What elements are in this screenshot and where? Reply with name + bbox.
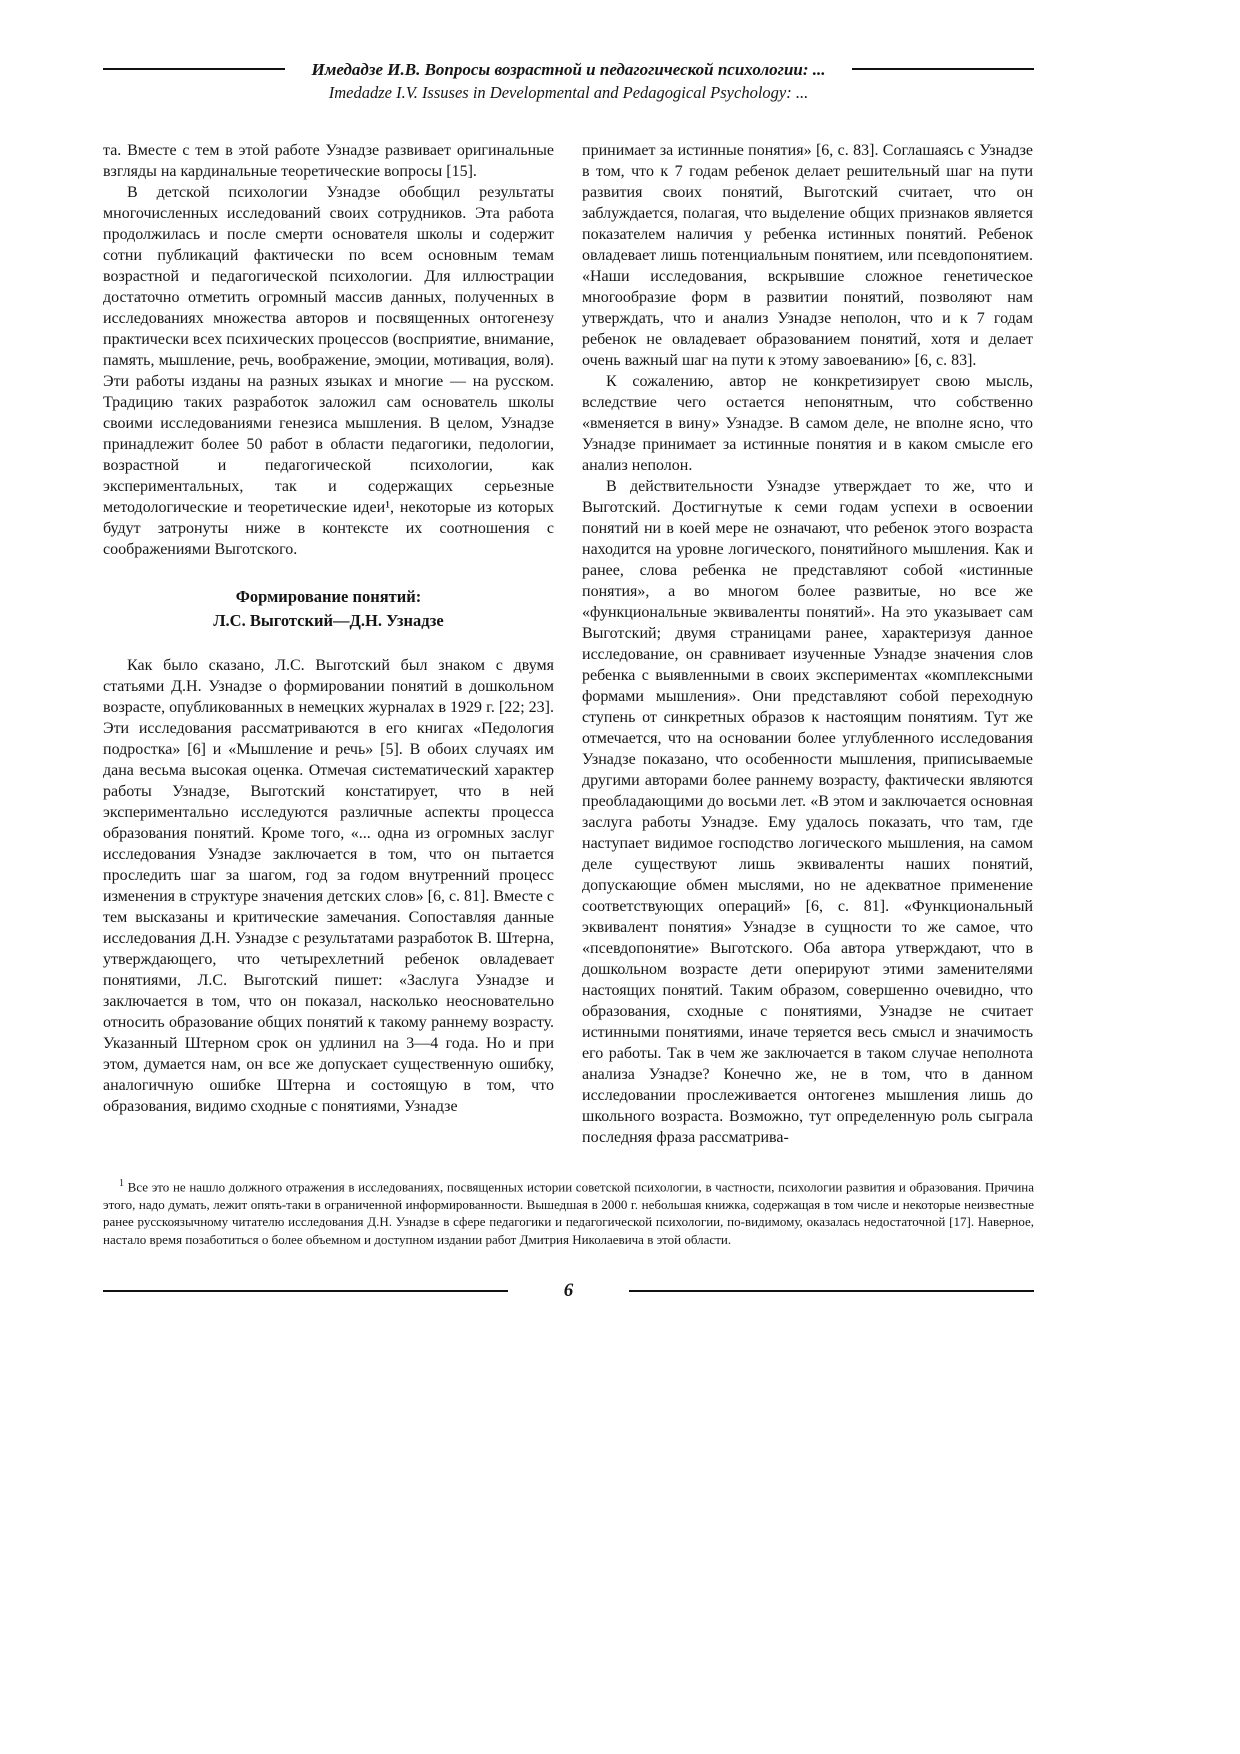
running-titles <box>311 58 825 104</box>
article-body <box>103 140 1034 1148</box>
running-title-english: Imedadze I.V. Issuses in Developmental and Pedagogical Psychology: ... <box>328 83 809 102</box>
footnote <box>103 1175 1034 1248</box>
header-rule-left <box>103 68 285 70</box>
footnote-body <box>103 1175 1034 1248</box>
right-column <box>582 140 1033 1148</box>
page-number: 6 <box>563 1280 574 1302</box>
footnote-marker: 1 <box>119 1178 124 1189</box>
section-heading <box>103 585 554 633</box>
header-rule-right <box>852 68 1034 70</box>
paragraph: К сожалению, автор не конкретизирует свою мысль, вследствие чего остается непонятным, что собственно «вменяется в вину» Узнадзе. В самом деле, не вполне ясно, что Узнадзе принимает за истинные понятия и в каком смысле его анализ неполон. <box>582 373 1033 474</box>
footnote-text: Все это не нашло должного отражения в исследованиях, посвященных истории советской психологии, в частности, психологии развития и образования. Причина этого, надо думать, лежит опять-таки в ограниченной информированности. Вышедшая в 2000 г. небольшая книжка, содержащая в том числе и некоторые неизвестные ранее русскоязычному читателю исследования Д.Н. Узнадзе в сфере педагогики и педагогической психологии, по-видимому, оказалась недостаточной [17]. Наверное, настало время позаботиться о более объемном и доступном издании работ Дмитрия Николаевича в этой области. <box>103 1179 1035 1247</box>
paragraph: В действительности Узнадзе утверждает то же, что и Выготский. Достигнутые к семи годам успехи в освоении понятий ни в коей мере не означают, что ребенок этого возраста находится на уровне логического, понятийного мышления. Как и ранее, слова ребенка не представляют собой «истинные понятия», а во многом более развитые, но все же «функциональные эквиваленты понятий». На это указывает сам Выготский; двумя страницами ранее, характеризуя данное исследование, он сравнивает изученные Узнадзе значения слов ребенка с выявленными в своих экспериментах «комплексными формами мышления». Они представляют собой переходную ступень от синкретных образов к настоящим понятиям. Тут же отмечается, что на основании более углубленного исследования Узнадзе показано, что особенности мышления, приписываемые другими авторами более раннему возрасту, фактически являются преобладающими до восьми лет. «В этом и заключается основная заслуга работы Узнадзе. Ему удалось показать, что там, где наступает видимое господство логического мышления, на самом деле существуют лишь эквиваленты наших понятий, допускающие обмен мыслями, но не адекватное применение соответствующих операций» [6, с. 81]. «Функциональный эквивалент понятия» Узнадзе в сущности то же самое, что «псевдопонятие» Выготского. Оба автора утверждают, что в дошкольном возрасте дети оперируют этими заменителями настоящих понятий. Таким образом, совершенно очевидно, что образования, сходные с понятиями, Узнадзе не считает истинными понятиями, иначе теряется весь смысл и значимость его работы. Так в чем же заключается в таком случае неполнота анализа Узнадзе? Конечно же, не в том, что в данном исследовании прослеживается онтогенез мышления лишь до школьного возраста. Возможно, тут определенную роль сыграла последняя фраза рассматрива- <box>582 478 1033 1146</box>
section-heading-line: Л.С. Выготский—Д.Н. Узнадзе <box>213 611 444 630</box>
running-header <box>103 58 1034 104</box>
running-title-russian: Имедадзе И.В. Вопросы возрастной и педагогической психологии: ... <box>311 60 826 79</box>
paragraph: принимает за истинные понятия» [6, с. 83]. Соглашаясь с Узнадзе в том, что к 7 годам ребенок делает решительный шаг на пути развития своих понятий, Выготский считает, что он заблуждается, полагая, что выделение общих признаков является показателем наличия у ребенка истинных понятий. Ребенок овладевает лишь потенциальным понятием, или псевдопонятием. «Наши исследования, вскрывшие сложное генетическое многообразие форм в развитии понятий, позволяют нам утверждать, что и анализ Узнадзе неполон, что и к 7 годам ребенок не овладевает образованием понятий, хотя и делает очень важный шаг на пути к этому завоеванию» [6, с. 83]. <box>582 142 1033 369</box>
paragraph: В детской психологии Узнадзе обобщил результаты многочисленных исследований своих сотрудников. Эта работа продолжилась и после смерти основателя школы и содержит сотни публикаций фактически по всем основным темам возрастной и педагогической психологии. Для иллюстрации достаточно отметить огромный массив данных, полученных в исследованиях множества авторов и посвященных онтогенезу практически всех психических процессов (восприятие, внимание, память, мышление, речь, воображение, эмоции, мотивация, воля). Эти работы изданы на разных языках и многие — на русском. Традицию таких разработок заложил сам основатель школы своими исследованиями генезиса мышления. В целом, Узнадзе принадлежит более 50 работ в области педагогики, педологии, возрастной и педагогической психологии, как экспериментальных, так и содержащих серьезные методологические и теоретические идеи¹, некоторые из которых будут затронуты ниже в контексте их соотношения с соображениями Выготского. <box>103 184 555 558</box>
section-heading-line: Формирование понятий: <box>235 587 422 606</box>
footer-rule-right <box>629 1290 1034 1292</box>
paragraph: та. Вместе с тем в этой работе Узнадзе развивает оригинальные взгляды на кардинальные теоретические вопросы [15]. <box>103 142 554 180</box>
left-column <box>103 140 554 1148</box>
paragraph: Как было сказано, Л.С. Выготский был знаком с двумя статьями Д.Н. Узнадзе о формировании понятий в дошкольном возрасте, опубликованных в немецких журналах в 1929 г. [22; 23]. Эти исследования рассматриваются в его книгах «Педология подростка» [6] и «Мышление и речь» [5]. В обоих случаях им дана весьма высокая оценка. Отмечая систематический характер работы Узнадзе, Выготский констатирует, что в ней экспериментально исследуются различные аспекты процесса образования понятий. Кроме того, «... одна из огромных заслуг исследования Узнадзе заключается в том, что он пытается проследить шаг за шагом, год за годом внутренний процесс изменения в структуре значения детских слов» [6, с. 81]. Вместе с тем высказаны и критические замечания. Сопоставляя данные исследования Д.Н. Узнадзе с результатами разработок В. Штерна, утверждающего, что четырехлетний ребенок овладевает понятиями, Л.С. Выготский пишет: «Заслуга Узнадзе и заключается в том, что он показал, насколько неосновательно относить образование общих понятий к такому раннему возрасту. Указанный Штерном срок он удлинил на 3—4 года. Но и при этом, думается нам, он все же допускает существенную ошибку, аналогичную ошибке Штерна и состоящую в том, что образования, видимо сходные с понятиями, Узнадзе <box>103 657 554 1115</box>
page-footer <box>103 1280 1034 1302</box>
footer-rule-left <box>103 1290 508 1292</box>
